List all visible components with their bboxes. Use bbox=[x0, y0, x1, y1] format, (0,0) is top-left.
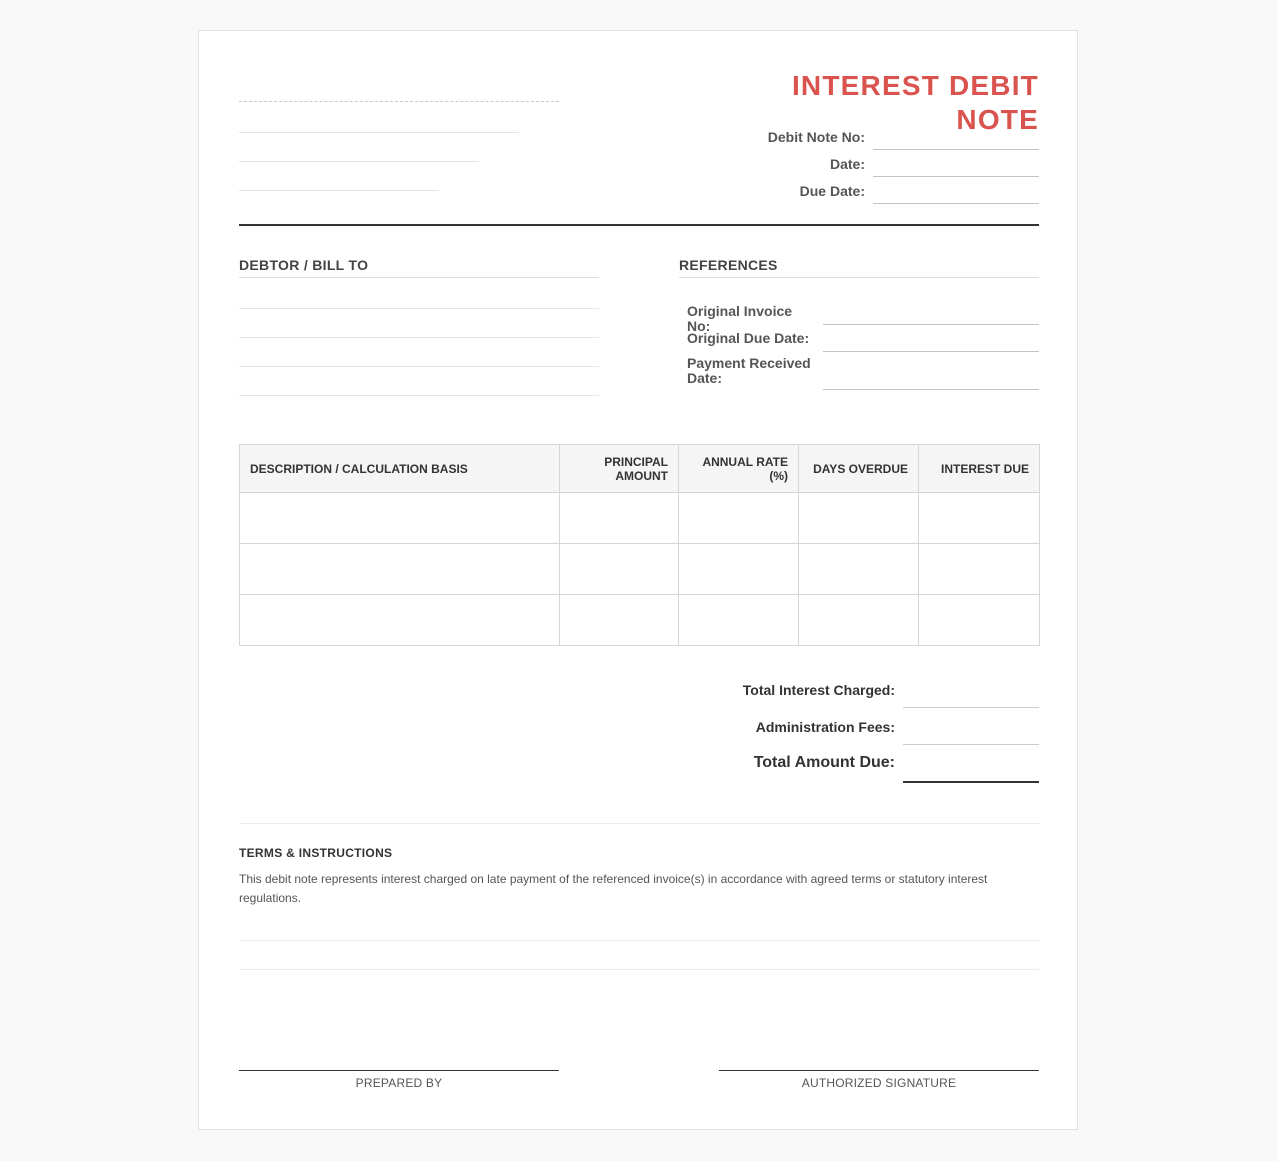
debtor-line-1[interactable] bbox=[239, 308, 599, 309]
days-cell[interactable] bbox=[799, 544, 919, 595]
table-row bbox=[240, 493, 1040, 544]
days-cell[interactable] bbox=[799, 595, 919, 646]
header-divider bbox=[239, 224, 1039, 226]
notes-line-1[interactable] bbox=[239, 940, 1039, 941]
description-cell[interactable] bbox=[240, 544, 560, 595]
authorized-signature-line[interactable] bbox=[719, 1070, 1039, 1071]
interest-cell[interactable] bbox=[919, 493, 1040, 544]
rate-cell[interactable] bbox=[679, 595, 799, 646]
total-interest-label: Total Interest Charged: bbox=[742, 682, 895, 698]
original-due-date-label: Original Due Date: bbox=[687, 330, 810, 346]
original-invoice-field[interactable] bbox=[823, 324, 1039, 325]
col-rate-header: ANNUAL RATE (%) bbox=[679, 445, 799, 493]
principal-cell[interactable] bbox=[560, 493, 679, 544]
debtor-line-3[interactable] bbox=[239, 366, 599, 367]
notes-line-2[interactable] bbox=[239, 969, 1039, 970]
company-address-line-2[interactable] bbox=[239, 161, 479, 162]
description-cell[interactable] bbox=[240, 493, 560, 544]
document-title: INTEREST DEBIT NOTE bbox=[791, 70, 1039, 135]
admin-fees-field[interactable] bbox=[903, 744, 1039, 745]
date-field[interactable] bbox=[873, 176, 1039, 177]
description-cell[interactable] bbox=[240, 595, 560, 646]
total-due-label: Total Amount Due: bbox=[753, 754, 895, 771]
debtor-title: DEBTOR / BILL TO bbox=[239, 257, 369, 273]
company-name-line[interactable] bbox=[239, 101, 559, 102]
days-cell[interactable] bbox=[799, 493, 919, 544]
terms-divider bbox=[239, 823, 1039, 824]
original-due-date-field[interactable] bbox=[823, 351, 1039, 352]
col-interest-header: INTEREST DUE bbox=[919, 445, 1040, 493]
rate-cell[interactable] bbox=[679, 493, 799, 544]
table-row bbox=[240, 595, 1040, 646]
debtor-line-2[interactable] bbox=[239, 337, 599, 338]
principal-cell[interactable] bbox=[560, 544, 679, 595]
interest-cell[interactable] bbox=[919, 544, 1040, 595]
due-date-label: Due Date: bbox=[799, 183, 865, 199]
company-address-line-1[interactable] bbox=[239, 132, 519, 133]
payment-received-label: Payment Received Date: bbox=[687, 355, 811, 386]
authorized-signature-label: AUTHORIZED SIGNATURE bbox=[801, 1076, 957, 1090]
references-title-underline bbox=[679, 277, 1039, 278]
due-date-field[interactable] bbox=[873, 203, 1039, 204]
table-header-row bbox=[240, 445, 1040, 493]
terms-title: TERMS & INSTRUCTIONS bbox=[239, 846, 393, 860]
total-interest-field[interactable] bbox=[903, 707, 1039, 708]
admin-fees-label: Administration Fees: bbox=[755, 719, 895, 735]
interest-cell[interactable] bbox=[919, 595, 1040, 646]
terms-text: This debit note represents interest charged on late payment of the referenced invoice(s) in accordance with agreed terms or statutory interest regulations. bbox=[239, 872, 988, 905]
prepared-by-label: PREPARED BY bbox=[355, 1076, 443, 1090]
debit-note-no-field[interactable] bbox=[873, 149, 1039, 150]
references-title: REFERENCES bbox=[679, 257, 778, 273]
col-description-header: DESCRIPTION / CALCULATION BASIS bbox=[240, 445, 560, 493]
debtor-title-underline bbox=[239, 277, 599, 278]
company-address-line-3[interactable] bbox=[239, 190, 439, 191]
rate-cell[interactable] bbox=[679, 544, 799, 595]
principal-cell[interactable] bbox=[560, 595, 679, 646]
col-days-header: DAYS OVERDUE bbox=[799, 445, 919, 493]
interest-items-table bbox=[239, 444, 1040, 646]
original-invoice-label: Original Invoice No: bbox=[687, 303, 793, 334]
table-row bbox=[240, 544, 1040, 595]
prepared-by-signature-line[interactable] bbox=[239, 1070, 559, 1071]
debtor-line-4[interactable] bbox=[239, 395, 599, 396]
total-due-field[interactable] bbox=[903, 781, 1039, 783]
date-label: Date: bbox=[829, 156, 865, 172]
col-principal-header: PRINCIPAL AMOUNT bbox=[560, 445, 679, 493]
debit-note-no-label: Debit Note No: bbox=[767, 129, 865, 145]
payment-received-field[interactable] bbox=[823, 389, 1039, 390]
debit-note-page bbox=[198, 30, 1078, 1130]
